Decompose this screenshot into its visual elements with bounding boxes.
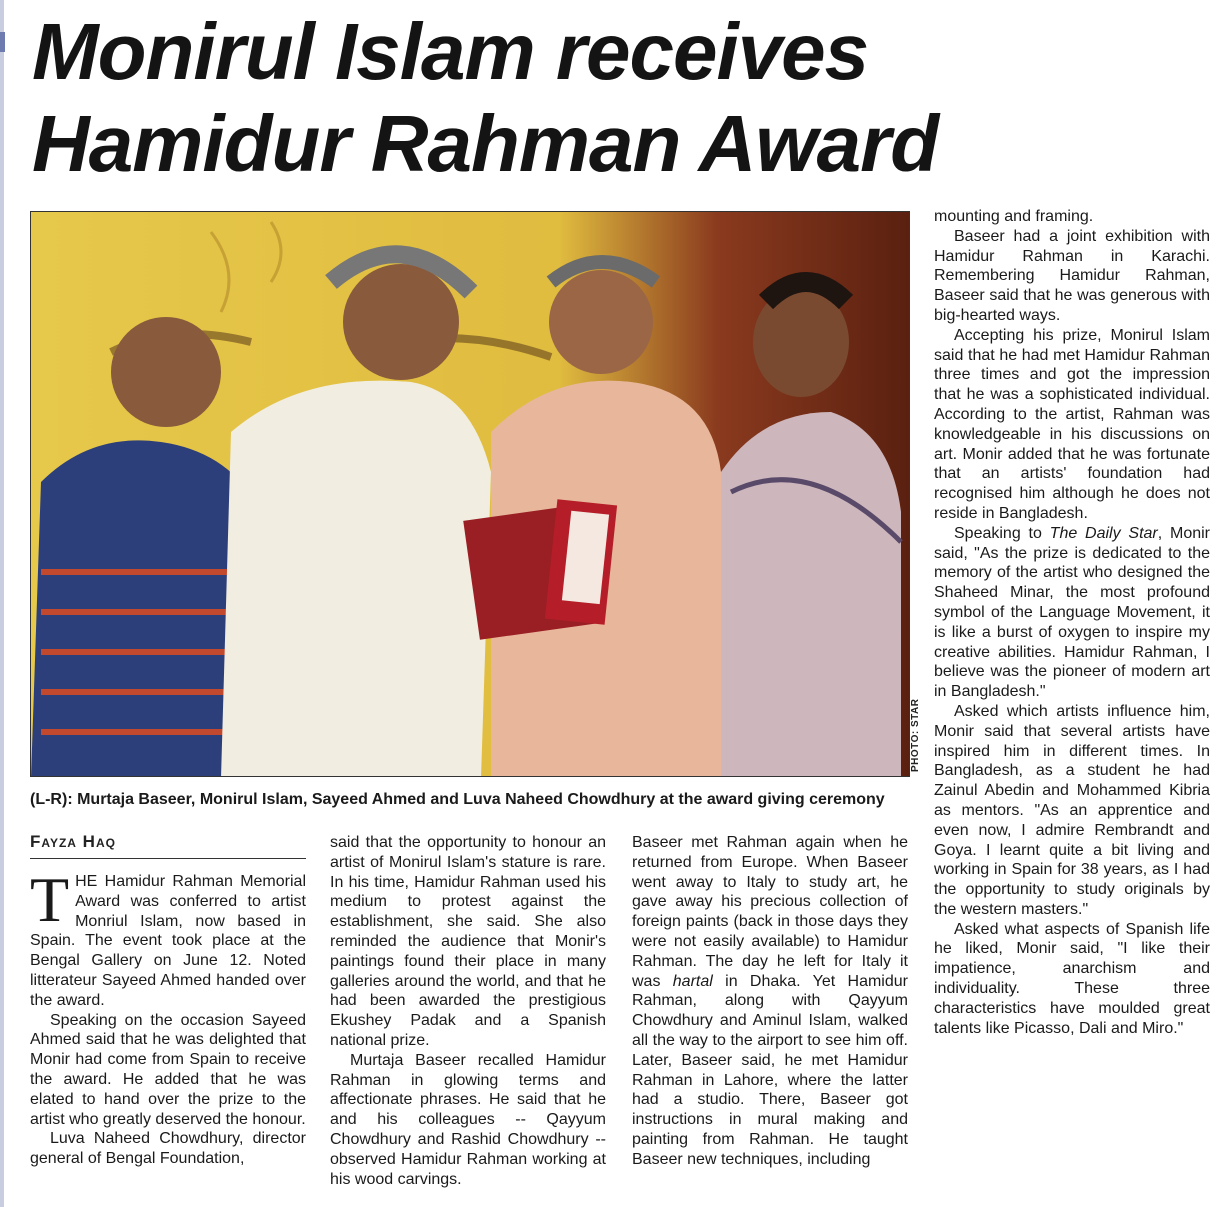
paragraph: Murtaja Baseer recalled Hamidur Rahman in glowing terms and affectionate phrases. He said that he and his colleagues -- Qayyum Chowdhury and Rashid Chowdhury -- observed Hamidur Rahman working at his wood carvings. — [330, 1051, 606, 1188]
paragraph — [632, 833, 908, 1170]
paragraph-text: Baseer met Rahman again when he returned from Europe. When Baseer went away to Italy to study art, he gave away his precious collection of foreign paints (back in those days they were not easily available) to Hamidur Rahman. The day he left for Italy it was — [632, 834, 908, 990]
headline — [32, 6, 1192, 190]
paragraph-text: , Monir said, "As the prize is dedicated to the memory of the artist who designed the Shaheed Minar, the most profound symbol of the Language Movement, it is like a burst of oxygen to inspire my creative abilities. Hamidur Rahman, I believe was the pioneer of modern art in Bangladesh." — [934, 524, 1211, 701]
photo-credit: PHOTO: STAR — [910, 698, 921, 772]
article-column-3 — [632, 833, 908, 1170]
paragraph: Speaking on the occasion Sayeed Ahmed said that he was delighted that Monir had come from Spain to receive the award. He added that he was elated to hand over the prize to the artist who greatly deserved the honour. — [30, 1011, 306, 1128]
paragraph-text: HE Hamidur Rahman Memorial Award was conferred to artist Monriul Islam, now based in Spain. The event took place at the Bengal Gallery on June 12. Noted litterateur Sayeed Ahmed handed over the award. — [30, 873, 306, 1009]
paragraph: said that the opportunity to honour an artist of Monirul Islam's stature is rare. In his time, Hamidur Rahman used his medium to protest against the establishment, she said. She also reminded the audience that Monir's paintings found their place in many galleries around the world, and that he had been awarded the prestigious Ekushey Padak and a Spanish national prize. — [330, 834, 606, 1049]
paragraph: Asked which artists influence him, Monir said that several artists have inspired him in different times. In Bangladesh, as a student he had Zainul Abedin and Mohammed Kibria as mentors. "As an apprentice and even now, I admire Rembrandt and Goya. I learnt quite a bit living and working in Spain for 38 years, as I had the opportunity to study originals by the western masters." — [934, 702, 1210, 918]
paragraph — [934, 524, 1210, 702]
paragraph-text: Speaking to — [954, 524, 1050, 542]
photo-caption: (L-R): Murtaja Baseer, Monirul Islam, Sayeed Ahmed and Luva Naheed Chowdhury at the award giving ceremony — [30, 791, 885, 808]
byline: Fayza Haq — [30, 832, 306, 859]
page-edge-marker — [0, 32, 5, 52]
paragraph: Accepting his prize, Monirul Islam said that he had met Hamidur Rahman three times and got the impression that he was a sophisticated individual. According to the artist, Rahman was knowledgeable in his discussions on art. Monir added that he was fortunate that an artists' foundation had recognised him although he does not reside in Bangladesh. — [934, 326, 1210, 522]
article-column-1 — [30, 864, 306, 1169]
page-edge-bar — [0, 0, 4, 1207]
headline-line-1: Monirul Islam receives — [32, 7, 869, 96]
paragraph — [30, 864, 306, 1011]
drop-cap: T — [30, 864, 70, 935]
award-ceremony-photo — [30, 211, 910, 777]
article-column-2 — [330, 833, 606, 1189]
italic-word: hartal — [672, 972, 713, 990]
headline-line-2: Hamidur Rahman Award — [32, 99, 939, 188]
paragraph-text: in Dhaka. Yet Hamidur Rahman, along with Qayyum Chowdhury and Aminul Islam, walked all the way to the airport to see him off. Later, Baseer said, he met Hamidur Rahman in Lahore, where the latter had a studio. There, Baseer got instructions in mural making and painting from Rahman. He taught Baseer new techniques, including — [632, 972, 908, 1168]
paragraph: Baseer had a joint exhibition with Hamidur Rahman in Karachi. Remembering Hamidur Rahman, Baseer said that he was generous with big-hearted ways. — [934, 227, 1210, 324]
paragraph: Asked what aspects of Spanish life he liked, Monir said, "I like their impatience, anarchism and individuality. These three characteristics have moulded great talents like Picasso, Dali and Miro." — [934, 920, 1210, 1037]
newspaper-name: The Daily Star — [1049, 524, 1158, 542]
paragraph: Luva Naheed Chowdhury, director general of Bengal Foundation, — [30, 1130, 306, 1168]
article-column-4 — [934, 207, 1210, 1038]
paragraph: mounting and framing. — [934, 208, 1094, 225]
